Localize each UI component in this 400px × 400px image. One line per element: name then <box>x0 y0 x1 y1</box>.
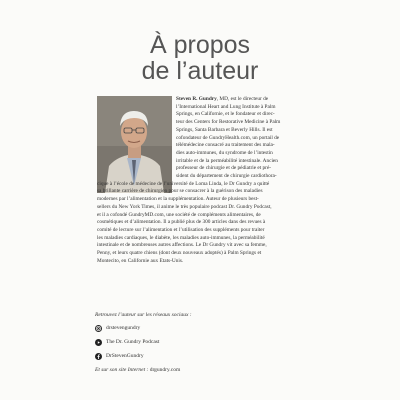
bio-line: dies auto-immunes, du syndrome de l’intestin <box>176 149 273 156</box>
social-item-facebook[interactable] <box>95 351 315 361</box>
bio-line: sa brillante carrière de chirurgien pour se consacrer à la guérison des maladies <box>97 188 263 195</box>
social-label: The Dr. Gundry Podcast <box>106 338 160 345</box>
bio-line: teur des Centers for Restorative Medicine à Palm <box>176 119 281 126</box>
bio-line: télémédecine consacré au traitement des mala- <box>176 142 275 149</box>
bio-line: Springs, en Californie, et le fondateur et direc- <box>176 111 275 118</box>
website-line <box>95 367 315 374</box>
author-bio <box>97 96 304 265</box>
bio-line: cofondateur de GundryHealth.com, un portail de <box>176 134 280 141</box>
bio-line: Steven R. Gundry, MD, est le directeur de <box>176 96 269 102</box>
social-label: drstevengundry <box>106 324 141 331</box>
bio-line: irritable et de la perméabilité intestinale. Ancien <box>176 157 278 164</box>
website-intro: Et sur son site Internet : <box>95 367 150 373</box>
bio-line: modernes par l’alimentation et la supplémentation. Auteur de plusieurs best- <box>97 196 259 203</box>
bio-line: professeur de chirurgie et de pédiatrie et pré- <box>176 165 272 172</box>
author-name: Steven R. Gundry <box>176 96 217 102</box>
bio-line: cosmétiques et d’alimentation. Il a publié plus de 300 articles dans des revues à <box>97 219 266 226</box>
page-title <box>0 32 400 84</box>
bio-line: Springs, Santa Barbara et Beverly Hills. Il est <box>176 126 273 133</box>
youtube-icon <box>95 339 102 346</box>
title-line-1: À propos <box>149 31 251 59</box>
social-item-youtube[interactable] <box>95 337 315 347</box>
social-item-instagram[interactable] <box>95 323 315 333</box>
bio-line: et il a cofondé GundryMD.com, une société de compléments alimentaires, de <box>97 211 261 218</box>
facebook-icon <box>95 353 102 360</box>
social-section <box>95 312 315 374</box>
bio-line: sellers du New York Times, il anime le très populaire podcast Dr. Gundry Podcast, <box>97 203 272 210</box>
instagram-icon <box>95 325 102 332</box>
bio-line: les maladies cardiaques, le diabète, les maladies auto-immunes, la perméabilité <box>97 234 265 241</box>
bio-line: cique à l’école de médecine de l’université de Loma Linda, le Dr Gundry a quitté <box>97 180 270 187</box>
bio-line: Penny, et leurs quatre chiens (dont deux nouveaux adoptés) à Palm Springs et <box>97 250 262 257</box>
bio-line: Montecito, en Californie aux États-Unis. <box>97 257 184 264</box>
title-line-2: de l’auteur <box>141 57 259 85</box>
website-link[interactable]: drgundry.com <box>149 367 181 373</box>
bio-line: l’International Heart and Lung Institute à Palm <box>176 103 276 110</box>
social-label: DrStevenGundry <box>106 352 144 359</box>
bio-line: comité de lecture sur l’alimentation et l’utilisation des suppléments pour traiter <box>97 226 265 233</box>
social-intro: Retrouvez l’auteur sur les réseaux sociaux : <box>95 312 192 318</box>
bio-line: sident du département de chirurgie cardiothora- <box>176 173 277 180</box>
bio-line: intestinale et de nombreuses autres affections. Le Dr Gundry vit avec sa femme, <box>97 242 267 249</box>
